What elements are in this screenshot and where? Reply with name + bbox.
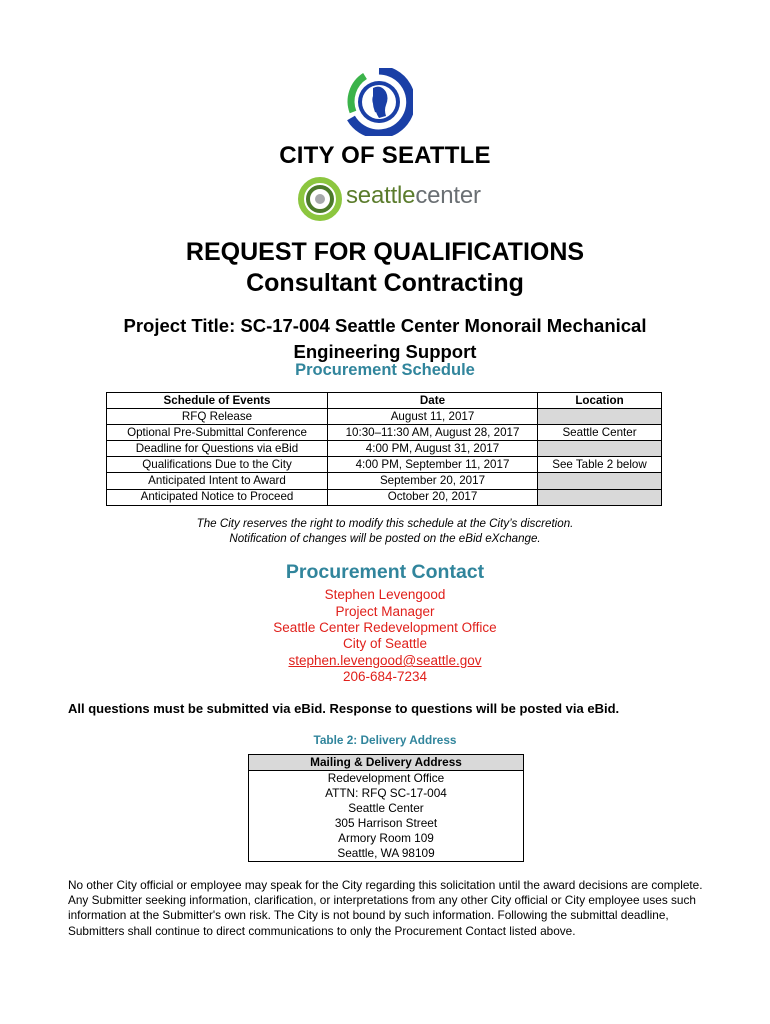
delivery-line: Armory Room 109 bbox=[338, 831, 434, 845]
schedule-row bbox=[107, 473, 662, 489]
schedule-header-event: Schedule of Events bbox=[107, 393, 328, 409]
schedule-date: August 11, 2017 bbox=[328, 409, 538, 425]
schedule-event: Anticipated Intent to Award bbox=[107, 473, 328, 489]
delivery-table-caption: Table 2: Delivery Address bbox=[313, 733, 457, 747]
delivery-header: Mailing & Delivery Address bbox=[249, 755, 524, 771]
schedule-location bbox=[538, 409, 662, 425]
project-title-line1: Project Title: SC-17-004 Seattle Center Monorail Mechanical bbox=[123, 315, 647, 336]
contact-city: City of Seattle bbox=[342, 636, 428, 651]
schedule-date: 4:00 PM, August 31, 2017 bbox=[328, 441, 538, 457]
rfq-title-line2: Consultant Contracting bbox=[246, 269, 524, 297]
delivery-address-table bbox=[248, 754, 524, 862]
schedule-note-line1: The City reserves the right to modify this schedule at the City’s discretion. bbox=[196, 517, 574, 530]
rfq-title-line1: REQUEST FOR QUALIFICATIONS bbox=[185, 238, 585, 266]
schedule-row bbox=[107, 457, 662, 473]
contact-email-link[interactable]: stephen.levengood@seattle.gov bbox=[288, 653, 482, 668]
contact-role: Project Manager bbox=[335, 604, 435, 619]
project-title bbox=[0, 313, 770, 365]
seattle-center-logo bbox=[298, 175, 481, 223]
contact-phone: 206-684-7234 bbox=[342, 669, 428, 684]
schedule-location bbox=[538, 441, 662, 457]
delivery-line: Seattle Center bbox=[348, 801, 424, 815]
delivery-address bbox=[249, 771, 524, 862]
schedule-header-row bbox=[107, 393, 662, 409]
schedule-location: Seattle Center bbox=[538, 425, 662, 441]
disclaimer-paragraph: No other City official or employee may speak for the City regarding this solicitation until the award decisions are complete. Any Submitter seeking information, clarification, or interpretations from any other City official or City employee uses such information at the Submitter's own risk. The City is not bound by such information. Following the submittal deadline, Submitters shall continue to direct communications to only the Procurement Contact listed above. bbox=[68, 878, 703, 938]
rfq-title bbox=[0, 237, 770, 299]
contact-office: Seattle Center Redevelopment Office bbox=[273, 620, 497, 635]
procurement-schedule-table bbox=[106, 392, 662, 506]
schedule-note-line2: Notification of changes will be posted on the eBid eXchange. bbox=[229, 532, 541, 545]
schedule-event: Anticipated Notice to Proceed bbox=[107, 489, 328, 505]
schedule-location bbox=[538, 473, 662, 489]
city-title: CITY OF SEATTLE bbox=[279, 142, 491, 169]
delivery-line: Seattle, WA 98109 bbox=[337, 846, 435, 860]
schedule-event: Qualifications Due to the City bbox=[107, 457, 328, 473]
schedule-date: 4:00 PM, September 11, 2017 bbox=[328, 457, 538, 473]
schedule-row bbox=[107, 409, 662, 425]
schedule-header-date: Date bbox=[328, 393, 538, 409]
schedule-row bbox=[107, 425, 662, 441]
schedule-event: RFQ Release bbox=[107, 409, 328, 425]
city-seal-logo bbox=[345, 68, 413, 136]
procurement-schedule-title: Procurement Schedule bbox=[295, 361, 475, 379]
logo-word-center: center bbox=[415, 182, 481, 209]
schedule-location: See Table 2 below bbox=[538, 457, 662, 473]
schedule-event: Optional Pre-Submittal Conference bbox=[107, 425, 328, 441]
delivery-line: ATTN: RFQ SC-17-004 bbox=[325, 786, 447, 800]
questions-notice: All questions must be submitted via eBid. Response to questions will be posted via eBid. bbox=[68, 701, 620, 716]
delivery-line: Redevelopment Office bbox=[327, 771, 445, 785]
schedule-location bbox=[538, 489, 662, 505]
schedule-date: 10:30–11:30 AM, August 28, 2017 bbox=[328, 425, 538, 441]
procurement-contact-title: Procurement Contact bbox=[285, 561, 485, 583]
schedule-date: September 20, 2017 bbox=[328, 473, 538, 489]
project-title-line2: Engineering Support bbox=[293, 341, 477, 362]
seattle-center-ring-icon bbox=[298, 177, 342, 221]
logo-word-seattle: seattle bbox=[346, 182, 416, 209]
schedule-row bbox=[107, 489, 662, 505]
schedule-event: Deadline for Questions via eBid bbox=[107, 441, 328, 457]
contact-name: Stephen Levengood bbox=[324, 587, 446, 602]
contact-email-row bbox=[0, 653, 770, 668]
schedule-date: October 20, 2017 bbox=[328, 489, 538, 505]
schedule-row bbox=[107, 441, 662, 457]
schedule-header-location: Location bbox=[538, 393, 662, 409]
delivery-line: 305 Harrison Street bbox=[334, 816, 438, 830]
